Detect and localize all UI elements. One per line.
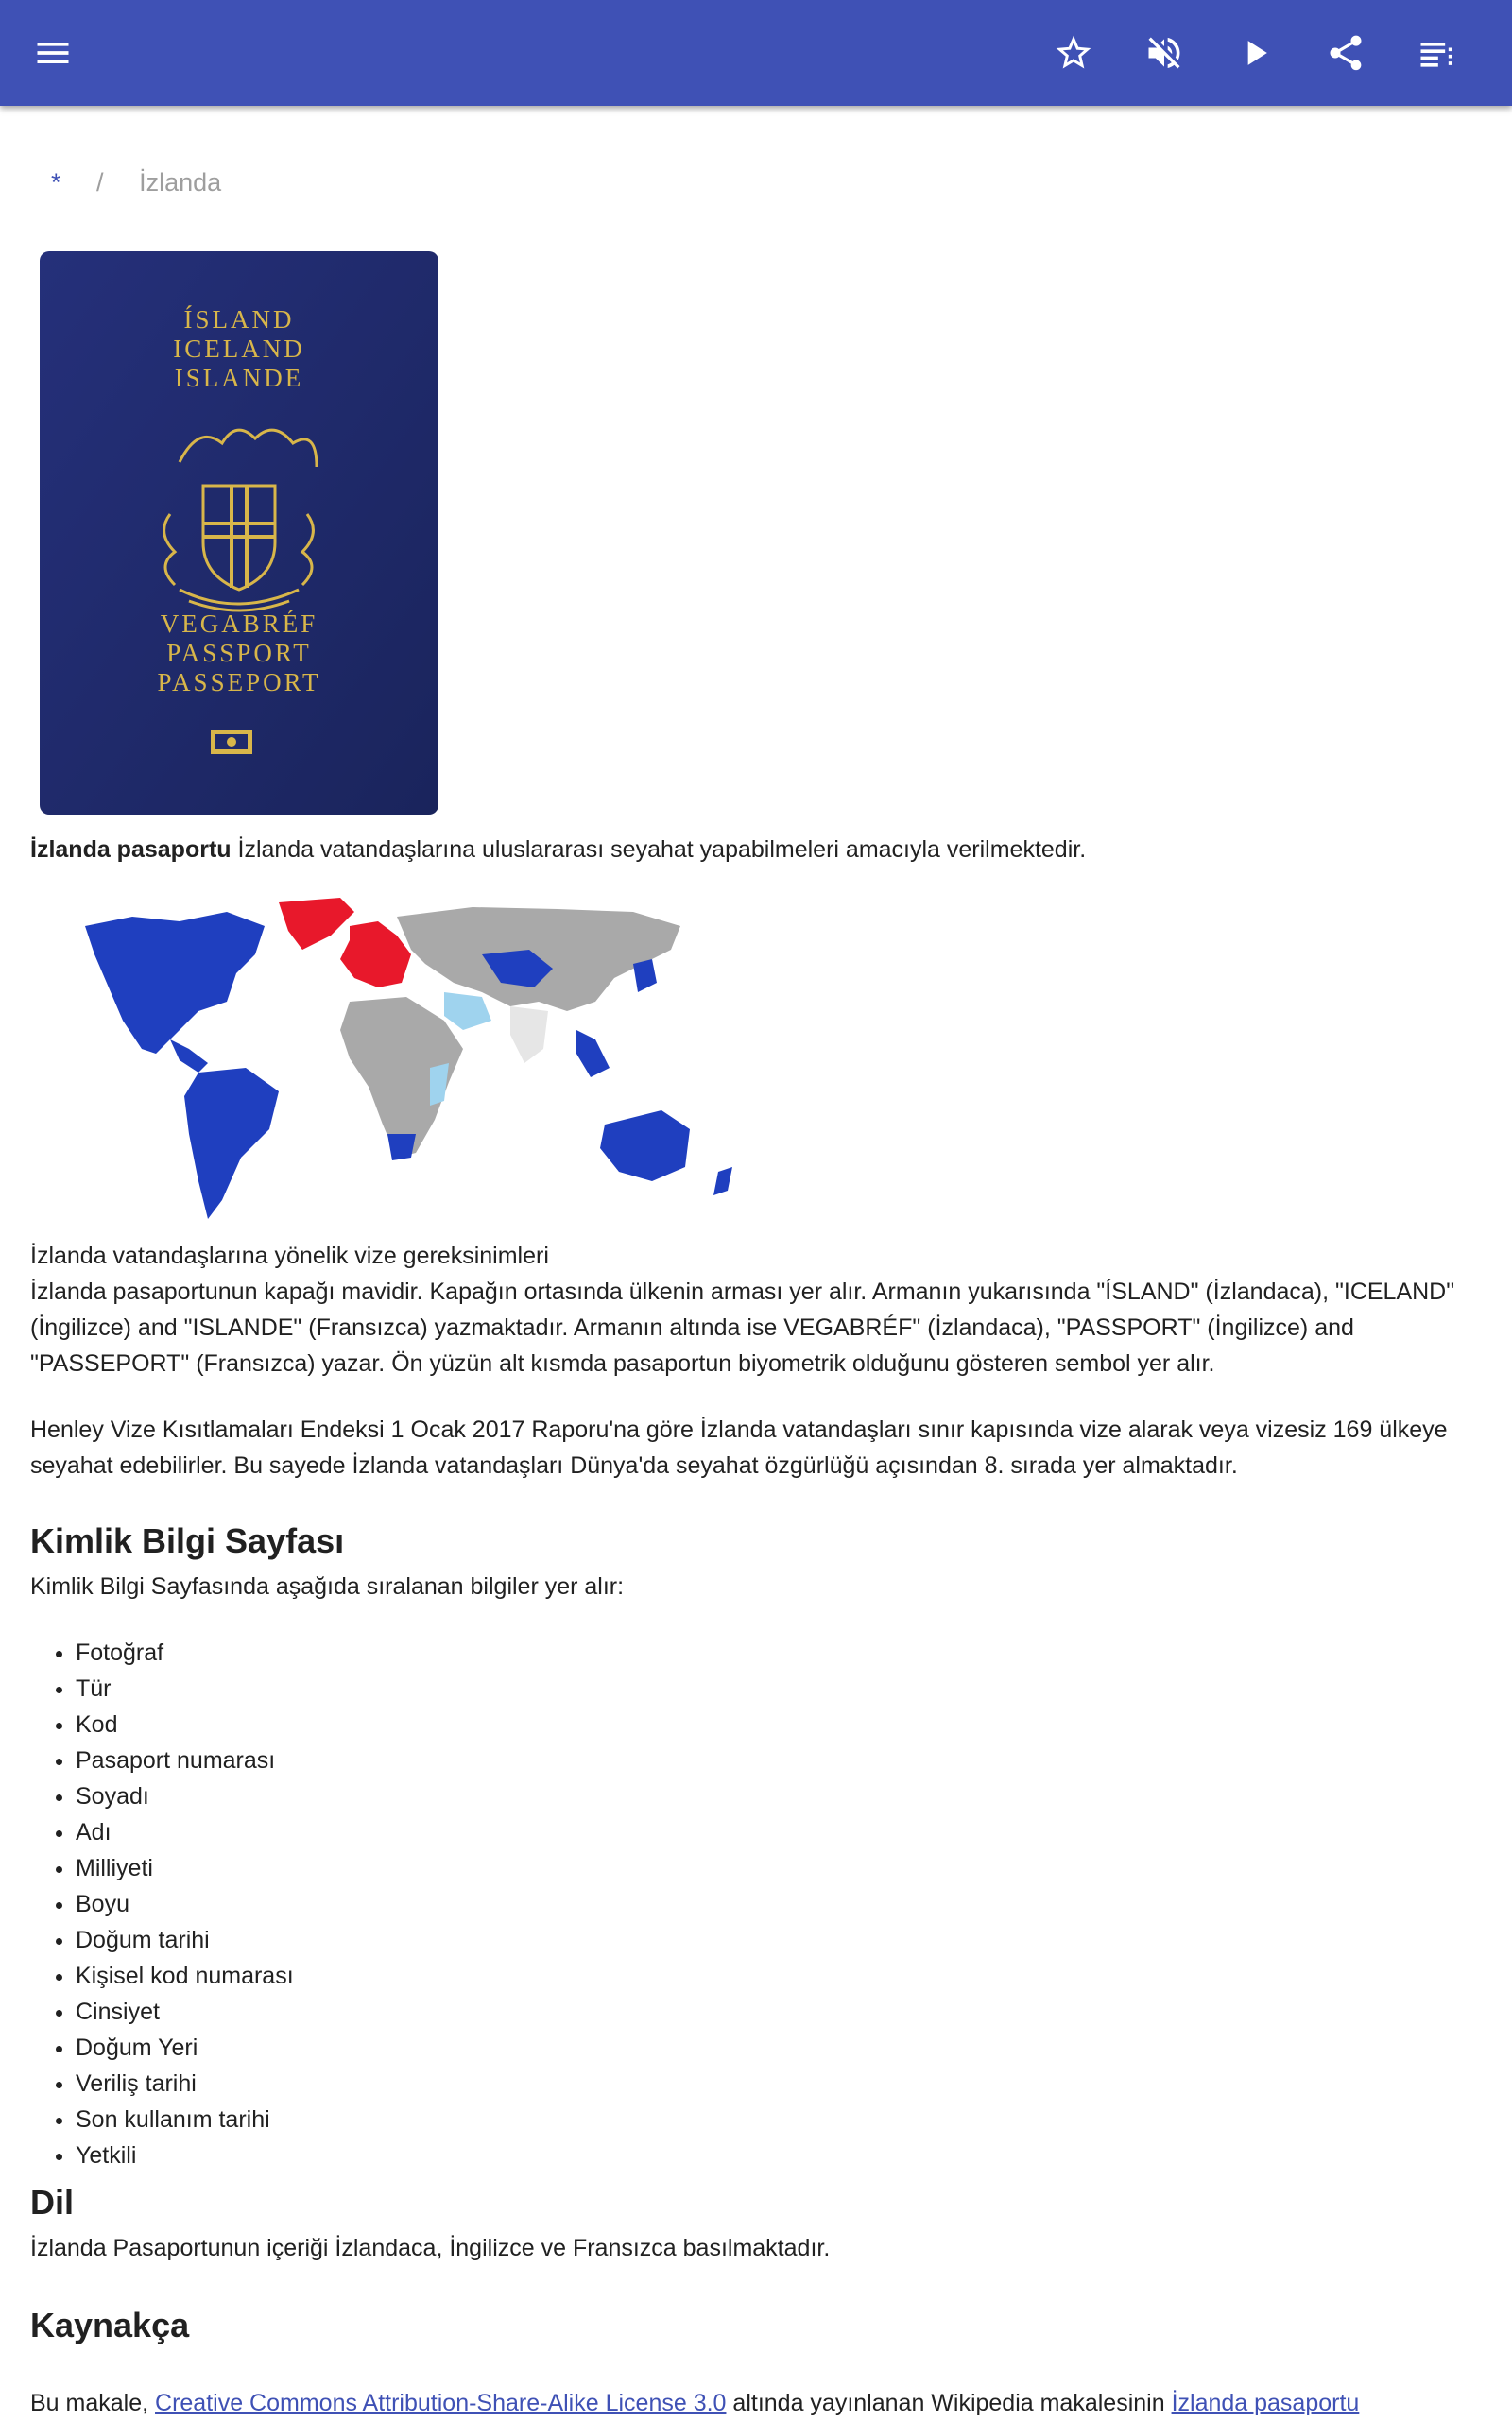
map-east-asia	[633, 959, 657, 992]
intro-paragraph	[30, 832, 1486, 867]
share-button[interactable]	[1315, 23, 1376, 83]
play-button[interactable]	[1225, 23, 1285, 83]
cover-text-passport: PASSPORT	[166, 639, 312, 667]
breadcrumb-home-link[interactable]: *	[51, 168, 61, 197]
cover-text-island: ÍSLAND	[183, 305, 295, 334]
map-middle-east	[444, 992, 491, 1030]
cover-text-passeport: PASSEPORT	[157, 668, 321, 696]
section-title-dil: Dil	[30, 2183, 75, 2222]
menu-button[interactable]	[23, 23, 83, 83]
biometric-chip-icon	[211, 730, 252, 754]
map-southeast-asia	[576, 1030, 610, 1077]
cover-description-paragraph: İzlanda pasaportunun kapağı mavidir. Kapağın ortasında ülkenin arması yer alır. Armanın yukarısında "ÍSLAND" (İzlandaca), "ICELAND" (İngilizce) and "ISLANDE" (Fransızca) yazmaktadır. Armanın altında ise VEGABRÉF" (İzlandaca), "PASSPORT" (İngilizce) and "PASSEPORT" (Fransızca) yazar. Ön yüzün alt kısmda pasaportun biyometrik olduğunu gösteren sembol yer alır.	[30, 1279, 1455, 1377]
breadcrumb-current: İzlanda	[139, 168, 222, 197]
attribution-prefix: Bu makale,	[30, 2390, 156, 2416]
map-south-asia	[510, 1006, 548, 1063]
list-item: • Doğum tarihi	[76, 1922, 1512, 1958]
list-item: • Boyu	[76, 1886, 1512, 1922]
list-item: • Doğum Yeri	[76, 2030, 1512, 2066]
cover-text-vegabref: VEGABRÉF	[160, 610, 318, 638]
list-item: • Pasaport numarası	[76, 1743, 1512, 1778]
map-australia	[600, 1110, 690, 1181]
section-text-dil: İzlanda Pasaportunun içeriği İzlandaca, İngilizce ve Fransızca basılmaktadır.	[30, 2235, 831, 2261]
map-europe	[340, 921, 411, 987]
list-item: • Milliyeti	[76, 1850, 1512, 1886]
playlist-icon	[1416, 32, 1457, 74]
playlist-button[interactable]	[1406, 23, 1467, 83]
list-item: • Soyadı	[76, 1778, 1512, 1814]
attribution-middle: altında yayınlanan Wikipedia makalesinin	[726, 2390, 1172, 2416]
section-title-kaynakca: Kaynakça	[30, 2306, 190, 2344]
section-intro-kimlik: Kimlik Bilgi Sayfasında aşağıda sıralanan bilgiler yer alır:	[30, 1573, 625, 1600]
star-icon	[1053, 32, 1094, 74]
map-central-america	[170, 1039, 208, 1073]
attribution-paragraph	[30, 2385, 1486, 2421]
info-fields-list	[30, 1635, 1512, 2173]
mute-icon	[1143, 32, 1185, 74]
map-north-america	[85, 912, 265, 1054]
license-link[interactable]: Creative Commons Attribution-Share-Alike License 3.0	[155, 2390, 727, 2416]
breadcrumb	[51, 168, 221, 197]
intro-text: İzlanda vatandaşlarına uluslararası seyahat yapabilmeleri amacıyla verilmektedir.	[231, 836, 1087, 863]
list-item: • Kod	[76, 1707, 1512, 1743]
list-item: • Veriliş tarihi	[76, 2066, 1512, 2102]
visa-requirements-map[interactable]	[66, 898, 784, 1228]
list-item: • Tür	[76, 1671, 1512, 1707]
section-title-kimlik: Kimlik Bilgi Sayfası	[30, 1521, 345, 1560]
mute-button[interactable]	[1134, 23, 1194, 83]
intro-bold: İzlanda pasaportu	[30, 836, 232, 863]
menu-icon	[32, 32, 74, 74]
map-new-zealand	[713, 1167, 732, 1195]
cover-text-islande: ISLANDE	[174, 364, 304, 392]
share-icon	[1325, 32, 1366, 74]
map-south-america	[184, 1068, 279, 1219]
app-bar	[0, 0, 1512, 106]
favorite-button[interactable]	[1043, 23, 1104, 83]
breadcrumb-separator: /	[96, 168, 104, 197]
cover-text-iceland: ICELAND	[173, 335, 305, 363]
list-item: • Kişisel kod numarası	[76, 1958, 1512, 1994]
list-item: • Fotoğraf	[76, 1635, 1512, 1671]
list-item: • Adı	[76, 1814, 1512, 1850]
passport-cover-image[interactable]	[38, 249, 440, 816]
list-item: • Son kullanım tarihi	[76, 2102, 1512, 2138]
map-east-africa	[430, 1063, 449, 1106]
map-southern-africa	[387, 1134, 416, 1160]
visa-index-paragraph: Henley Vize Kısıtlamaları Endeksi 1 Ocak 2017 Raporu'na göre İzlanda vatandaşları sınır kapısında vize alarak veya vizesiz 169 ülkeye seyahat edebilirler. Bu sayede İzlanda vatandaşları Dünya'da seyahat özgürlüğü açısından 8. sırada yer almaktadır.	[30, 1417, 1448, 1479]
list-item: • Cinsiyet	[76, 1994, 1512, 2030]
article-link[interactable]: İzlanda pasaportu	[1171, 2390, 1360, 2416]
list-item: • Yetkili	[76, 2138, 1512, 2173]
play-icon	[1234, 32, 1276, 74]
map-greenland	[279, 898, 354, 950]
map-caption: İzlanda vatandaşlarına yönelik vize gereksinimleri	[30, 1243, 549, 1269]
